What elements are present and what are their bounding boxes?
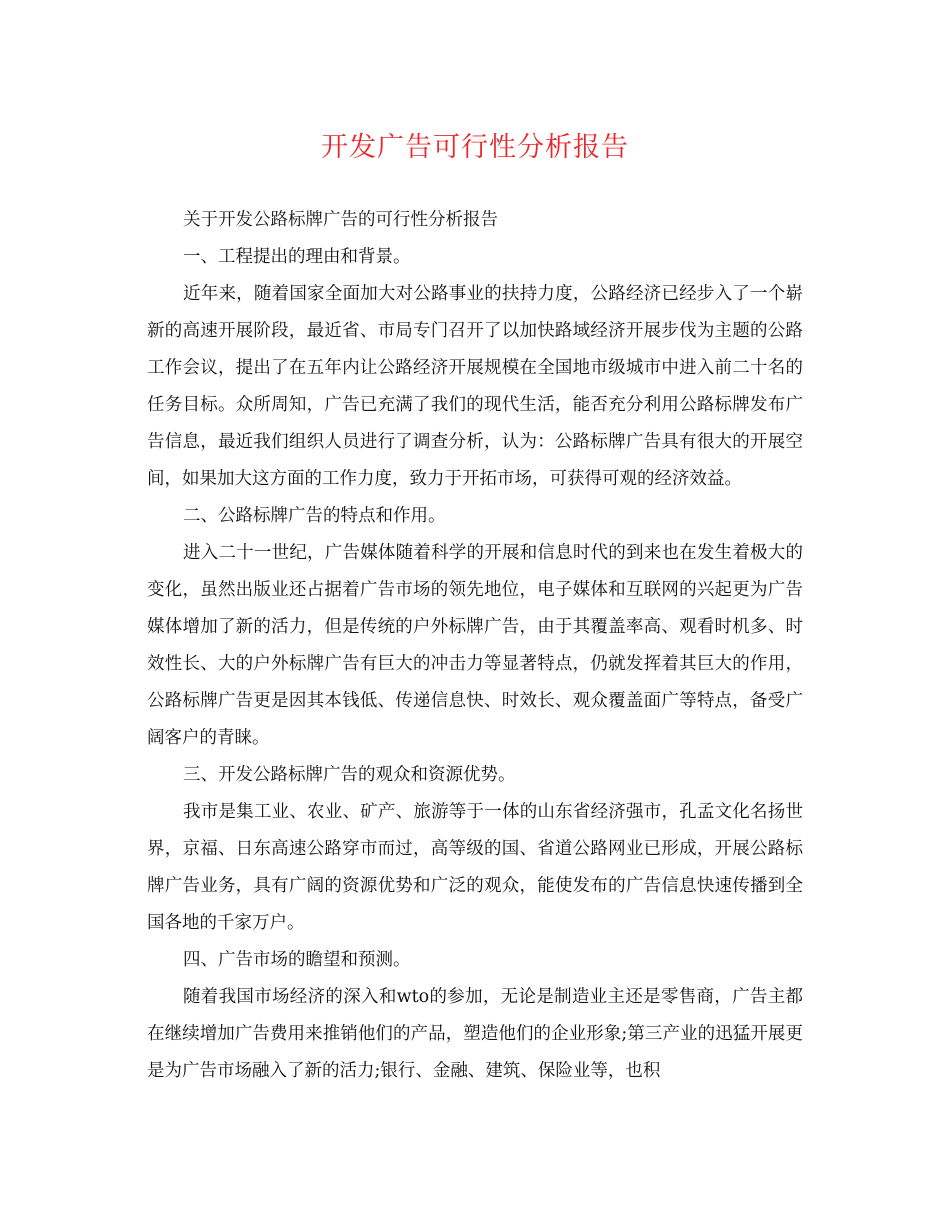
paragraph: 我市是集工业、农业、矿产、旅游等于一体的山东省经济强市，孔孟文化名扬世界，京福、日东高速公路穿市而过，高等级的国、省道公路网业已形成，开展公路标牌广告业务，具有广阔的资源优势和广泛的观众，能使发布的广告信息快速传播到全国各地的千家万户。	[147, 802, 803, 933]
document-body	[147, 202, 803, 1090]
paragraph-report-subtitle: 关于开发公路标牌广告的可行性分析报告	[183, 210, 498, 230]
document-title: 开发广告可行性分析报告	[321, 132, 629, 163]
section-heading-3: 三、开发公路标牌广告的观众和资源优势。	[183, 765, 516, 785]
section-heading-4: 四、广告市场的瞻望和预测。	[183, 950, 411, 970]
paragraph: 随着我国市场经济的深入和wto的参加，无论是制造业主还是零售商，广告主都在继续增加广告费用来推销他们的产品，塑造他们的企业形象;第三产业的迅猛开展更是为广告市场融入了新的活力;银行、金融、建筑、保险业等，也积	[147, 987, 803, 1081]
section-heading-2: 二、公路标牌广告的特点和作用。	[183, 506, 446, 526]
paragraph: 近年来，随着国家全面加大对公路事业的扶持力度，公路经济已经步入了一个崭新的高速开展阶段，最近省、市局专门召开了以加快路域经济开展步伐为主题的公路工作会议，提出了在五年内让公路经济开展规模在全国地市级城市中进入前二十名的任务目标。众所周知，广告已充满了我们的现代生活，能否充分利用公路标牌发布广告信息，最近我们组织人员进行了调查分析，认为：公路标牌广告具有很大的开展空间，如果加大这方面的工作力度，致力于开拓市场，可获得可观的经济效益。	[147, 284, 803, 489]
section-heading-1: 一、工程提出的理由和背景。	[183, 247, 411, 267]
paragraph: 进入二十一世纪，广告媒体随着科学的开展和信息时代的到来也在发生着极大的变化，虽然出版业还占据着广告市场的领先地位，电子媒体和互联网的兴起更为广告媒体增加了新的活力，但是传统的户外标牌广告，由于其覆盖率高、观看时机多、时效性长、大的户外标牌广告有巨大的冲击力等显著特点，仍就发挥着其巨大的作用，公路标牌广告更是因其本钱低、传递信息快、时效长、观众覆盖面广等特点，备受广阔客户的青睐。	[147, 543, 803, 748]
